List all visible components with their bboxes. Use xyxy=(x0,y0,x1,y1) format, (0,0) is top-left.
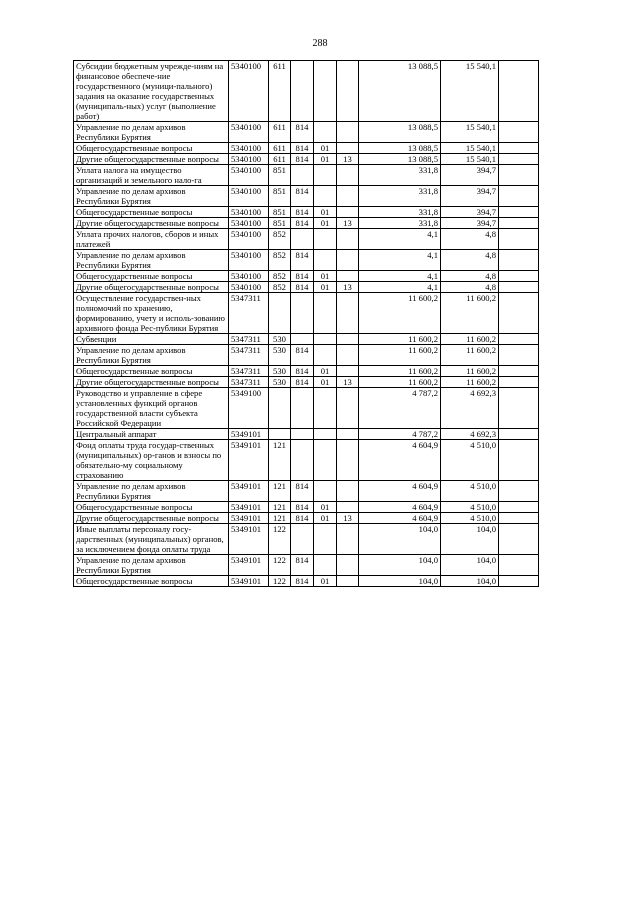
amount-year-2: 4 692,3 xyxy=(441,429,499,440)
page-number: 288 xyxy=(312,38,328,49)
administrator-code: 814 xyxy=(291,282,314,293)
row-name: Общегосударственные вопросы xyxy=(74,207,229,218)
administrator-code xyxy=(291,165,314,186)
empty-cell xyxy=(499,555,539,576)
subsection-code xyxy=(337,576,359,587)
empty-cell xyxy=(499,345,539,366)
table-row xyxy=(74,440,539,481)
section-code xyxy=(314,481,337,502)
target-code: 5349101 xyxy=(229,429,269,440)
amount-year-1: 4 604,9 xyxy=(359,440,441,481)
administrator-code: 814 xyxy=(291,271,314,282)
amount-year-2: 4,8 xyxy=(441,271,499,282)
amount-year-1: 104,0 xyxy=(359,524,441,555)
table-row xyxy=(74,388,539,429)
empty-cell xyxy=(499,61,539,122)
section-code: 01 xyxy=(314,576,337,587)
amount-year-1: 4 787,2 xyxy=(359,429,441,440)
expense-type-code: 851 xyxy=(269,186,291,207)
section-code xyxy=(314,334,337,345)
subsection-code xyxy=(337,524,359,555)
empty-cell xyxy=(499,440,539,481)
amount-year-2: 104,0 xyxy=(441,555,499,576)
row-name: Управление по делам архивов Республики Бурятия xyxy=(74,186,229,207)
administrator-code: 814 xyxy=(291,345,314,366)
section-code: 01 xyxy=(314,377,337,388)
amount-year-2: 394,7 xyxy=(441,186,499,207)
expense-type-code: 121 xyxy=(269,502,291,513)
subsection-code xyxy=(337,250,359,271)
expense-type-code: 122 xyxy=(269,576,291,587)
expense-type-code: 530 xyxy=(269,334,291,345)
amount-year-2: 11 600,2 xyxy=(441,366,499,377)
table-row xyxy=(74,502,539,513)
budget-table xyxy=(73,60,539,587)
amount-year-2: 104,0 xyxy=(441,524,499,555)
section-code xyxy=(314,186,337,207)
target-code: 5340100 xyxy=(229,61,269,122)
section-code xyxy=(314,524,337,555)
section-code xyxy=(314,122,337,143)
empty-cell xyxy=(499,229,539,250)
row-name: Общегосударственные вопросы xyxy=(74,366,229,377)
target-code: 5340100 xyxy=(229,207,269,218)
amount-year-2: 15 540,1 xyxy=(441,143,499,154)
empty-cell xyxy=(499,207,539,218)
table-row xyxy=(74,165,539,186)
expense-type-code: 122 xyxy=(269,524,291,555)
row-name: Уплата налога на имущество организаций и земельного нало-га xyxy=(74,165,229,186)
row-name: Другие общегосударственные вопросы xyxy=(74,377,229,388)
administrator-code xyxy=(291,61,314,122)
amount-year-2: 11 600,2 xyxy=(441,293,499,334)
expense-type-code: 611 xyxy=(269,154,291,165)
row-name: Управление по делам архивов Республики Бурятия xyxy=(74,122,229,143)
section-code xyxy=(314,345,337,366)
empty-cell xyxy=(499,293,539,334)
amount-year-2: 4 510,0 xyxy=(441,440,499,481)
empty-cell xyxy=(499,143,539,154)
expense-type-code: 851 xyxy=(269,218,291,229)
target-code: 5340100 xyxy=(229,186,269,207)
amount-year-2: 394,7 xyxy=(441,207,499,218)
row-name: Другие общегосударственные вопросы xyxy=(74,154,229,165)
row-name: Осуществление государствен-ных полномочий по хранению, формированию, учету и исполь-зованию архивного фонда Рес-публики Бурятия xyxy=(74,293,229,334)
target-code: 5349101 xyxy=(229,502,269,513)
empty-cell xyxy=(499,334,539,345)
table-row xyxy=(74,154,539,165)
empty-cell xyxy=(499,524,539,555)
target-code: 5349101 xyxy=(229,440,269,481)
expense-type-code: 530 xyxy=(269,377,291,388)
table-row xyxy=(74,366,539,377)
table-row xyxy=(74,207,539,218)
table-row xyxy=(74,293,539,334)
administrator-code xyxy=(291,429,314,440)
expense-type-code: 122 xyxy=(269,555,291,576)
section-code xyxy=(314,555,337,576)
section-code xyxy=(314,61,337,122)
empty-cell xyxy=(499,502,539,513)
subsection-code xyxy=(337,207,359,218)
row-name: Другие общегосударственные вопросы xyxy=(74,218,229,229)
amount-year-1: 11 600,2 xyxy=(359,334,441,345)
expense-type-code: 611 xyxy=(269,122,291,143)
section-code xyxy=(314,388,337,429)
section-code: 01 xyxy=(314,143,337,154)
administrator-code: 814 xyxy=(291,502,314,513)
row-name: Центральный аппарат xyxy=(74,429,229,440)
section-code xyxy=(314,229,337,250)
subsection-code xyxy=(337,345,359,366)
section-code xyxy=(314,440,337,481)
subsection-code xyxy=(337,440,359,481)
target-code: 5340100 xyxy=(229,250,269,271)
row-name: Общегосударственные вопросы xyxy=(74,502,229,513)
row-name: Управление по делам архивов Республики Бурятия xyxy=(74,345,229,366)
target-code: 5349101 xyxy=(229,513,269,524)
amount-year-1: 4,1 xyxy=(359,282,441,293)
row-name: Управление по делам архивов Республики Бурятия xyxy=(74,250,229,271)
row-name: Управление по делам архивов Республики Бурятия xyxy=(74,555,229,576)
section-code xyxy=(314,293,337,334)
target-code: 5340100 xyxy=(229,271,269,282)
amount-year-2: 15 540,1 xyxy=(441,154,499,165)
section-code: 01 xyxy=(314,502,337,513)
section-code: 01 xyxy=(314,282,337,293)
amount-year-1: 11 600,2 xyxy=(359,366,441,377)
target-code: 5340100 xyxy=(229,218,269,229)
administrator-code: 814 xyxy=(291,186,314,207)
amount-year-1: 13 088,5 xyxy=(359,143,441,154)
table-row xyxy=(74,122,539,143)
amount-year-1: 4,1 xyxy=(359,271,441,282)
table-row xyxy=(74,271,539,282)
expense-type-code: 852 xyxy=(269,282,291,293)
subsection-code xyxy=(337,165,359,186)
table-row xyxy=(74,513,539,524)
empty-cell xyxy=(499,388,539,429)
amount-year-2: 15 540,1 xyxy=(441,61,499,122)
administrator-code: 814 xyxy=(291,513,314,524)
expense-type-code: 121 xyxy=(269,440,291,481)
administrator-code: 814 xyxy=(291,576,314,587)
target-code: 5349101 xyxy=(229,576,269,587)
expense-type-code: 851 xyxy=(269,165,291,186)
target-code: 5349101 xyxy=(229,524,269,555)
table-row xyxy=(74,345,539,366)
administrator-code: 814 xyxy=(291,366,314,377)
empty-cell xyxy=(499,366,539,377)
amount-year-1: 11 600,2 xyxy=(359,293,441,334)
amount-year-2: 4,8 xyxy=(441,282,499,293)
amount-year-1: 13 088,5 xyxy=(359,122,441,143)
row-name: Иные выплаты персоналу госу-дарственных (муниципальных) органов, за исключением фонда оплаты труда xyxy=(74,524,229,555)
target-code: 5347311 xyxy=(229,334,269,345)
subsection-code xyxy=(337,502,359,513)
subsection-code xyxy=(337,555,359,576)
amount-year-1: 13 088,5 xyxy=(359,154,441,165)
table-row xyxy=(74,377,539,388)
amount-year-1: 11 600,2 xyxy=(359,377,441,388)
amount-year-1: 104,0 xyxy=(359,555,441,576)
amount-year-1: 331,8 xyxy=(359,218,441,229)
target-code: 5340100 xyxy=(229,229,269,250)
amount-year-1: 331,8 xyxy=(359,207,441,218)
administrator-code: 814 xyxy=(291,122,314,143)
table-row xyxy=(74,61,539,122)
empty-cell xyxy=(499,429,539,440)
section-code xyxy=(314,250,337,271)
table-row xyxy=(74,334,539,345)
amount-year-2: 4,8 xyxy=(441,250,499,271)
administrator-code: 814 xyxy=(291,481,314,502)
administrator-code xyxy=(291,440,314,481)
amount-year-1: 13 088,5 xyxy=(359,61,441,122)
table-row xyxy=(74,576,539,587)
table-row xyxy=(74,143,539,154)
table-body xyxy=(74,61,539,587)
target-code: 5349101 xyxy=(229,555,269,576)
row-name: Другие общегосударственные вопросы xyxy=(74,513,229,524)
row-name: Субсидии бюджетным учрежде-ниям на финансовое обеспече-ние государственного (муници-пального) задания на оказание государственных (муниципаль-ных) услуг (выполнение работ) xyxy=(74,61,229,122)
amount-year-2: 11 600,2 xyxy=(441,345,499,366)
subsection-code: 13 xyxy=(337,154,359,165)
subsection-code xyxy=(337,229,359,250)
target-code: 5349100 xyxy=(229,388,269,429)
administrator-code: 814 xyxy=(291,207,314,218)
table-row xyxy=(74,218,539,229)
subsection-code xyxy=(337,271,359,282)
subsection-code xyxy=(337,334,359,345)
amount-year-2: 4 692,3 xyxy=(441,388,499,429)
target-code: 5340100 xyxy=(229,154,269,165)
administrator-code: 814 xyxy=(291,555,314,576)
administrator-code: 814 xyxy=(291,377,314,388)
row-name: Уплата прочих налогов, сборов и иных платежей xyxy=(74,229,229,250)
amount-year-2: 4,8 xyxy=(441,229,499,250)
administrator-code xyxy=(291,524,314,555)
amount-year-1: 4,1 xyxy=(359,250,441,271)
subsection-code: 13 xyxy=(337,513,359,524)
amount-year-1: 104,0 xyxy=(359,576,441,587)
table-row xyxy=(74,250,539,271)
administrator-code xyxy=(291,293,314,334)
subsection-code: 13 xyxy=(337,218,359,229)
empty-cell xyxy=(499,513,539,524)
subsection-code: 13 xyxy=(337,282,359,293)
expense-type-code xyxy=(269,388,291,429)
target-code: 5349101 xyxy=(229,481,269,502)
expense-type-code: 530 xyxy=(269,366,291,377)
table-row xyxy=(74,524,539,555)
expense-type-code xyxy=(269,429,291,440)
amount-year-1: 4 604,9 xyxy=(359,502,441,513)
amount-year-1: 4 787,2 xyxy=(359,388,441,429)
expense-type-code: 121 xyxy=(269,481,291,502)
target-code: 5347311 xyxy=(229,345,269,366)
expense-type-code: 611 xyxy=(269,143,291,154)
row-name: Руководство и управление в сфере установленных функций органов государственной власти субъекта Российской Федерации xyxy=(74,388,229,429)
administrator-code xyxy=(291,388,314,429)
amount-year-1: 331,8 xyxy=(359,186,441,207)
row-name: Общегосударственные вопросы xyxy=(74,271,229,282)
table-row xyxy=(74,429,539,440)
subsection-code xyxy=(337,388,359,429)
administrator-code: 814 xyxy=(291,154,314,165)
table-row xyxy=(74,555,539,576)
target-code: 5340100 xyxy=(229,143,269,154)
row-name: Фонд оплаты труда государ-ственных (муниципальных) ор-ганов и взносы по обязательно-му социальному страхованию xyxy=(74,440,229,481)
section-code xyxy=(314,165,337,186)
amount-year-1: 331,8 xyxy=(359,165,441,186)
empty-cell xyxy=(499,165,539,186)
amount-year-1: 4 604,9 xyxy=(359,513,441,524)
amount-year-2: 11 600,2 xyxy=(441,334,499,345)
empty-cell xyxy=(499,576,539,587)
target-code: 5340100 xyxy=(229,165,269,186)
expense-type-code: 121 xyxy=(269,513,291,524)
administrator-code: 814 xyxy=(291,143,314,154)
amount-year-2: 15 540,1 xyxy=(441,122,499,143)
section-code: 01 xyxy=(314,218,337,229)
amount-year-2: 4 510,0 xyxy=(441,513,499,524)
table-row xyxy=(74,282,539,293)
amount-year-1: 4 604,9 xyxy=(359,481,441,502)
section-code: 01 xyxy=(314,271,337,282)
table-row xyxy=(74,186,539,207)
table-row xyxy=(74,481,539,502)
table-row xyxy=(74,229,539,250)
expense-type-code: 852 xyxy=(269,229,291,250)
subsection-code xyxy=(337,429,359,440)
expense-type-code: 852 xyxy=(269,250,291,271)
target-code: 5347311 xyxy=(229,377,269,388)
section-code: 01 xyxy=(314,513,337,524)
target-code: 5340100 xyxy=(229,122,269,143)
subsection-code xyxy=(337,122,359,143)
subsection-code xyxy=(337,186,359,207)
expense-type-code xyxy=(269,293,291,334)
amount-year-1: 4,1 xyxy=(359,229,441,250)
row-name: Общегосударственные вопросы xyxy=(74,143,229,154)
expense-type-code: 852 xyxy=(269,271,291,282)
section-code xyxy=(314,429,337,440)
target-code: 5347311 xyxy=(229,293,269,334)
subsection-code xyxy=(337,143,359,154)
empty-cell xyxy=(499,154,539,165)
amount-year-2: 394,7 xyxy=(441,165,499,186)
section-code: 01 xyxy=(314,207,337,218)
subsection-code xyxy=(337,293,359,334)
amount-year-2: 4 510,0 xyxy=(441,481,499,502)
administrator-code: 814 xyxy=(291,250,314,271)
amount-year-2: 4 510,0 xyxy=(441,502,499,513)
amount-year-1: 11 600,2 xyxy=(359,345,441,366)
section-code: 01 xyxy=(314,154,337,165)
administrator-code: 814 xyxy=(291,218,314,229)
empty-cell xyxy=(499,186,539,207)
expense-type-code: 611 xyxy=(269,61,291,122)
administrator-code xyxy=(291,334,314,345)
empty-cell xyxy=(499,250,539,271)
expense-type-code: 530 xyxy=(269,345,291,366)
row-name: Другие общегосударственные вопросы xyxy=(74,282,229,293)
amount-year-2: 104,0 xyxy=(441,576,499,587)
row-name: Субвенции xyxy=(74,334,229,345)
target-code: 5340100 xyxy=(229,282,269,293)
empty-cell xyxy=(499,481,539,502)
expense-type-code: 851 xyxy=(269,207,291,218)
amount-year-2: 394,7 xyxy=(441,218,499,229)
target-code: 5347311 xyxy=(229,366,269,377)
section-code: 01 xyxy=(314,366,337,377)
subsection-code: 13 xyxy=(337,377,359,388)
empty-cell xyxy=(499,218,539,229)
subsection-code xyxy=(337,481,359,502)
administrator-code xyxy=(291,229,314,250)
subsection-code xyxy=(337,61,359,122)
empty-cell xyxy=(499,377,539,388)
subsection-code xyxy=(337,366,359,377)
empty-cell xyxy=(499,282,539,293)
empty-cell xyxy=(499,271,539,282)
row-name: Управление по делам архивов Республики Бурятия xyxy=(74,481,229,502)
row-name: Общегосударственные вопросы xyxy=(74,576,229,587)
empty-cell xyxy=(499,122,539,143)
amount-year-2: 11 600,2 xyxy=(441,377,499,388)
